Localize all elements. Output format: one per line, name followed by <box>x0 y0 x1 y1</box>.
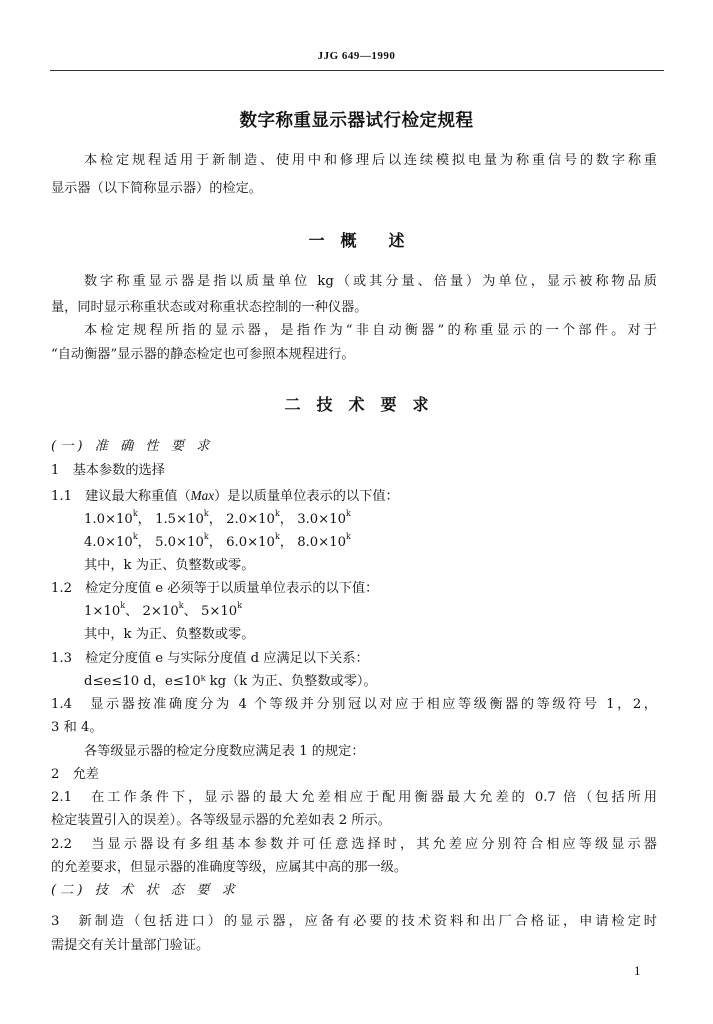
item-1-4-line-3: 各等级显示器的检定分度数应满足表 1 的规定： <box>84 744 365 759</box>
item-2-2-line-1: 2.2 当显示器设有多组基本参数并可任意选择时，其允差应分别符合相应等级显示器 <box>51 837 657 852</box>
values-row-3: $1\times 10^k$、 $2\times 10^k$、 $5\times 10^k$ <box>84 601 243 619</box>
header-rule <box>50 70 664 71</box>
document-title: 数字称重显示器试行检定规程 <box>239 111 474 131</box>
subsection-technical-state: (二) 技 术 状 态 要 求 <box>51 883 239 898</box>
note-k-1: 其中，k 为正、负整数或零。 <box>84 558 255 573</box>
section-1-p1-line-1: 数字称重显示器是指以质量单位 kg（或其分量、倍量）为单位，显示被称物品质 <box>84 274 657 289</box>
section-1-title: 一 概 述 <box>308 231 405 250</box>
item-3-line-2: 需提交有关计量部门验证。 <box>51 938 210 953</box>
item-1-2: 1.2 检定分度值 e 必须等于以质量单位表示的以下值： <box>51 581 379 596</box>
section-1-p1-line-2: 量，同时显示称重状态或对称重状态控制的一种仪器。 <box>51 300 368 315</box>
section-1-p2-line-1: 本检定规程所指的显示器，是指作为“非自动衡器”的称重显示的一个部件。对于 <box>84 323 657 338</box>
standard-code-header: JJG 649—1990 <box>317 50 396 62</box>
values-row-1: $1.0\times 10^k$， $1.5\times 10^k$， $2.0\times 10^k$， $3.0\times 10^k$ <box>84 509 351 527</box>
relation-formula: d≤e≤10 d，e≤10ᵏ kg（k 为正、负整数或零）。 <box>84 674 377 689</box>
max-symbol: Max <box>190 488 215 503</box>
item-1: 1 基本参数的选择 <box>51 463 165 478</box>
page-number: 1 <box>634 963 641 978</box>
note-k-2: 其中，k 为正、负整数或零。 <box>84 627 255 642</box>
item-2-1-line-2: 检定装置引入的误差）。各等级显示器的允差如表 2 所示。 <box>51 813 391 828</box>
item-1-4-line-2: 3 和 4。 <box>51 720 103 735</box>
section-1-p2-line-2: “自动衡器”显示器的静态检定也可参照本规程进行。 <box>51 347 355 362</box>
item-2: 2 允差 <box>51 767 99 782</box>
item-2-2-line-2: 的允差要求，但显示器的准确度等级，应属其中高的那一级。 <box>51 860 408 875</box>
intro-line-1: 本检定规程适用于新制造、使用中和修理后以连续模拟电量为称重信号的数字称重 <box>84 153 657 168</box>
item-2-1-line-1: 2.1 在工作条件下，显示器的最大允差相应于配用衡器最大允差的 0.7 倍（包括所用 <box>51 790 657 805</box>
subsection-accuracy: (一) 准 确 性 要 求 <box>51 439 214 454</box>
item-1-1: 1.1 建议最大称重值（Max）是以质量单位表示的以下值： <box>51 488 399 504</box>
item-1-3: 1.3 检定分度值 e 与实际分度值 d 应满足以下关系： <box>51 651 369 666</box>
item-1-4-line-1: 1.4 显示器按准确度分为 4 个等级并分别冠以对应于相应等级衡器的等级符号 1，2， <box>51 697 657 712</box>
item-3-line-1: 3 新制造（包括进口）的显示器，应备有必要的技术资料和出厂合格证，申请检定时 <box>51 914 657 929</box>
values-row-2: $4.0\times 10^k$， $5.0\times 10^k$， $6.0\times 10^k$， $8.0\times 10^k$ <box>84 532 351 550</box>
section-2-title: 二 技 术 要 求 <box>284 395 429 414</box>
intro-line-2: 显示器（以下简称显示器）的检定。 <box>51 181 262 196</box>
